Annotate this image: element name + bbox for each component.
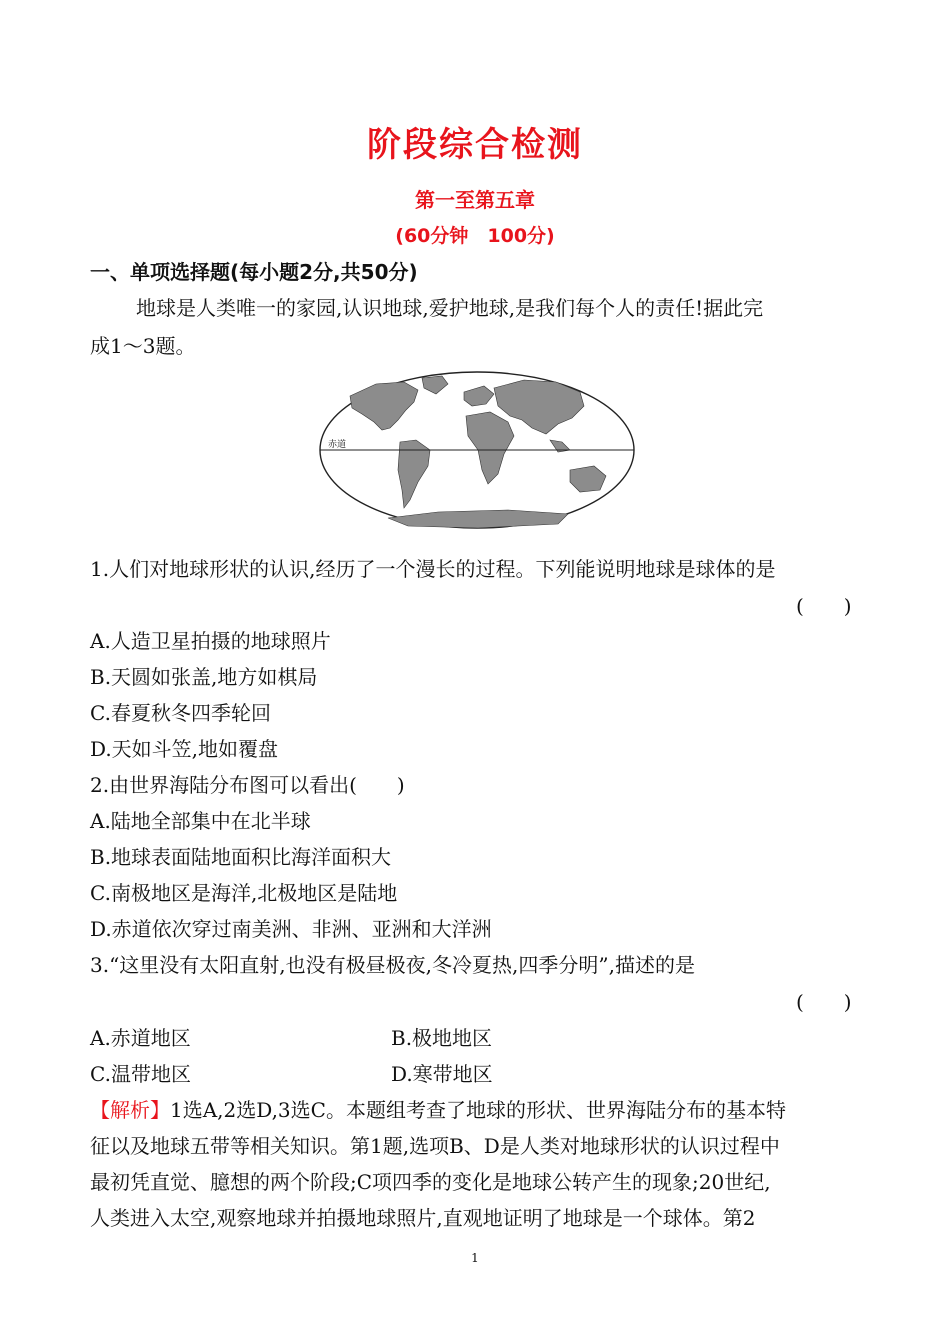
equator-label: 赤道 (328, 440, 347, 450)
question-2-option-a: A.陆地全部集中在北半球 (90, 809, 311, 833)
analysis-line-4: 人类进入太空,观察地球并拍摄地球照片,直观地证明了地球是一个球体。第2 (90, 1206, 756, 1230)
question-3-option-a: A.赤道地区 (90, 1026, 191, 1050)
question-1-answer-blank: ( ) (796, 594, 852, 618)
question-3-answer-blank: ( ) (796, 990, 852, 1014)
world-map-figure (318, 370, 636, 530)
intro-text-continued: 成1～3题。 (90, 334, 196, 358)
analysis-line-1 (90, 1100, 786, 1120)
question-3-option-b: B.极地地区 (391, 1026, 493, 1050)
question-1-option-c: C.春夏秋冬四季轮回 (90, 701, 271, 725)
intro-text: 地球是人类唯一的家园,认识地球,爱护地球,是我们每个人的责任!据此完 (136, 296, 764, 320)
analysis-label: 【解析】 (90, 1098, 170, 1122)
chapter-range: 第一至第五章 (415, 188, 535, 212)
time-and-score: (60分钟 100分) (395, 225, 555, 247)
question-2-option-b: B.地球表面陆地面积比海洋面积大 (90, 845, 392, 869)
page-title: 阶段综合检测 (367, 125, 583, 165)
question-1-option-a: A.人造卫星拍摄的地球照片 (90, 629, 331, 653)
analysis-text: 1选A,2选D,3选C。本题组考查了地球的形状、世界海陆分布的基本特 (170, 1098, 786, 1122)
section-heading: 一、单项选择题(每小题2分,共50分) (90, 260, 418, 284)
question-3-option-c: C.温带地区 (90, 1062, 191, 1086)
analysis-line-2: 征以及地球五带等相关知识。第1题,选项B、D是人类对地球形状的认识过程中 (90, 1134, 780, 1158)
question-1-option-b: B.天圆如张盖,地方如棋局 (90, 665, 318, 689)
analysis-line-3: 最初凭直觉、臆想的两个阶段;C项四季的变化是地球公转产生的现象;20世纪, (90, 1170, 771, 1194)
question-1-stem: 1.人们对地球形状的认识,经历了一个漫长的过程。下列能说明地球是球体的是 (90, 557, 776, 581)
question-2-option-d: D.赤道依次穿过南美洲、非洲、亚洲和大洋洲 (90, 917, 492, 941)
question-3-stem: 3.“这里没有太阳直射,也没有极昼极夜,冬冷夏热,四季分明”,描述的是 (90, 953, 695, 977)
page-number: 1 (471, 1251, 479, 1265)
question-2-option-c: C.南极地区是海洋,北极地区是陆地 (90, 881, 398, 905)
question-3-option-d: D.寒带地区 (391, 1062, 493, 1086)
question-1-option-d: D.天如斗笠,地如覆盘 (90, 737, 279, 761)
question-2-stem: 2.由世界海陆分布图可以看出( ) (90, 773, 405, 797)
